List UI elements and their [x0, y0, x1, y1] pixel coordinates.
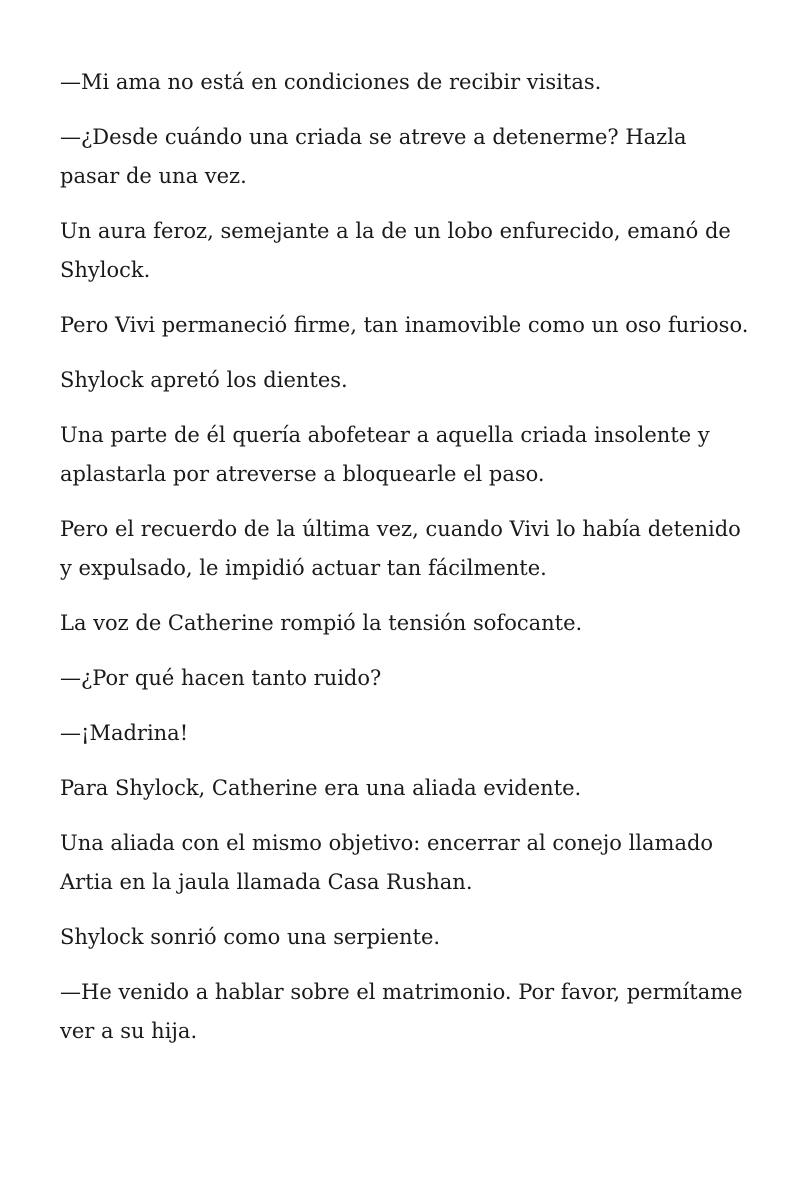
paragraph: Una parte de él quería abofetear a aquella criada insolente y aplastarla por atreverse a bloquearle el paso. — [60, 423, 710, 486]
reading-page — [60, 63, 750, 1067]
paragraph: Un aura feroz, semejante a la de un lobo enfurecido, emanó de Shylock. — [60, 219, 731, 282]
paragraph: —¡Madrina! — [60, 721, 189, 745]
paragraph: Shylock sonrió como una serpiente. — [60, 925, 441, 949]
paragraph: Una aliada con el mismo objetivo: encerrar al conejo llamado Artia en la jaula llamada Casa Rushan. — [60, 831, 714, 894]
paragraph: —¿Por qué hacen tanto ruido? — [60, 666, 382, 690]
paragraph: —He venido a hablar sobre el matrimonio. Por favor, permítame ver a su hija. — [60, 980, 743, 1043]
paragraph: Pero el recuerdo de la última vez, cuando Vivi lo había detenido y expulsado, le impidió actuar tan fácilmente. — [60, 517, 741, 580]
paragraph: Pero Vivi permaneció firme, tan inamovible como un oso furioso. — [60, 313, 749, 337]
paragraph: Para Shylock, Catherine era una aliada evidente. — [60, 776, 582, 800]
paragraph: La voz de Catherine rompió la tensión sofocante. — [60, 611, 583, 635]
paragraph: Shylock apretó los dientes. — [60, 368, 348, 392]
paragraph: —¿Desde cuándo una criada se atreve a detenerme? Hazla pasar de una vez. — [60, 125, 687, 188]
paragraph: —Mi ama no está en condiciones de recibir visitas. — [60, 70, 602, 94]
